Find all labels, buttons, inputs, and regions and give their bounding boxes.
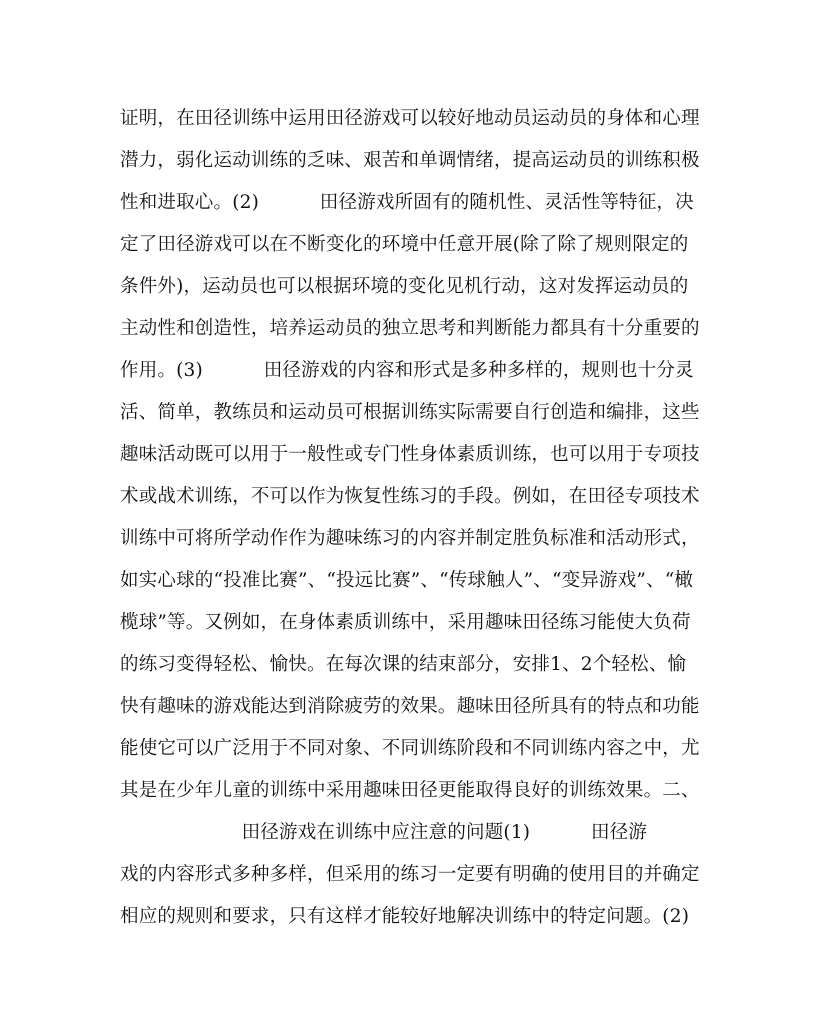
text-line: 其是在少年儿童的训练中采用趣味田径更能取得良好的训练效果。二、 [120,780,700,801]
text-line: 如实心球的“投准比赛”、“投远比赛”、“传球触人”、“变异游戏”、“橄 [120,570,694,591]
text-line: 田径游戏在训练中应注意的问题(1) 田径游 [120,822,648,843]
text-line: 潜力，弱化运动训练的乏味、艰苦和单调情绪，提高运动员的训练积极 [120,150,700,171]
text-line: 主动性和创造性，培养运动员的独立思考和判断能力都具有十分重要的 [120,318,700,339]
text-line: 能使它可以广泛用于不同对象、不同训练阶段和不同训练内容之中，尤 [120,738,700,759]
text-line: 条件外)，运动员也可以根据环境的变化见机行动，这对发挥运动员的 [120,276,689,297]
text-line: 术或战术训练，不可以作为恢复性练习的手段。例如，在田径专项技术 [120,486,700,507]
text-line: 趣味活动既可以用于一般性或专门性身体素质训练，也可以用于专项技 [120,444,700,465]
text-line: 作用。(3) 田径游戏的内容和形式是多种多样的，规则也十分灵 [120,360,694,381]
text-line: 相应的规则和要求，只有这样才能较好地解决训练中的特定问题。(2) [120,906,690,927]
text-line: 戏的内容形式多种多样，但采用的练习一定要有明确的使用目的并确定 [120,864,700,885]
text-line: 的练习变得轻松、愉快。在每次课的结束部分，安排1、2个轻松、愉 [120,654,687,675]
text-line: 训练中可将所学动作作为趣味练习的内容并制定胜负标准和活动形式， [120,528,700,549]
text-line: 性和进取心。(2) 田径游戏所固有的随机性、灵活性等特征，决 [120,192,694,213]
text-line: 定了田径游戏可以在不断变化的环境中任意开展(除了除了规则限定的 [120,234,689,255]
text-line: 活、简单，教练员和运动员可根据训练实际需要自行创造和编排，这些 [120,402,700,423]
body-text [120,98,710,938]
text-line: 证明，在田径训练中运用田径游戏可以较好地动员运动员的身体和心理 [120,108,700,129]
text-line: 榄球”等。又例如，在身体素质训练中，采用趣味田径练习能使大负荷 [120,612,691,633]
text-line: 快有趣味的游戏能达到消除疲劳的效果。趣味田径所具有的特点和功能 [120,696,700,717]
